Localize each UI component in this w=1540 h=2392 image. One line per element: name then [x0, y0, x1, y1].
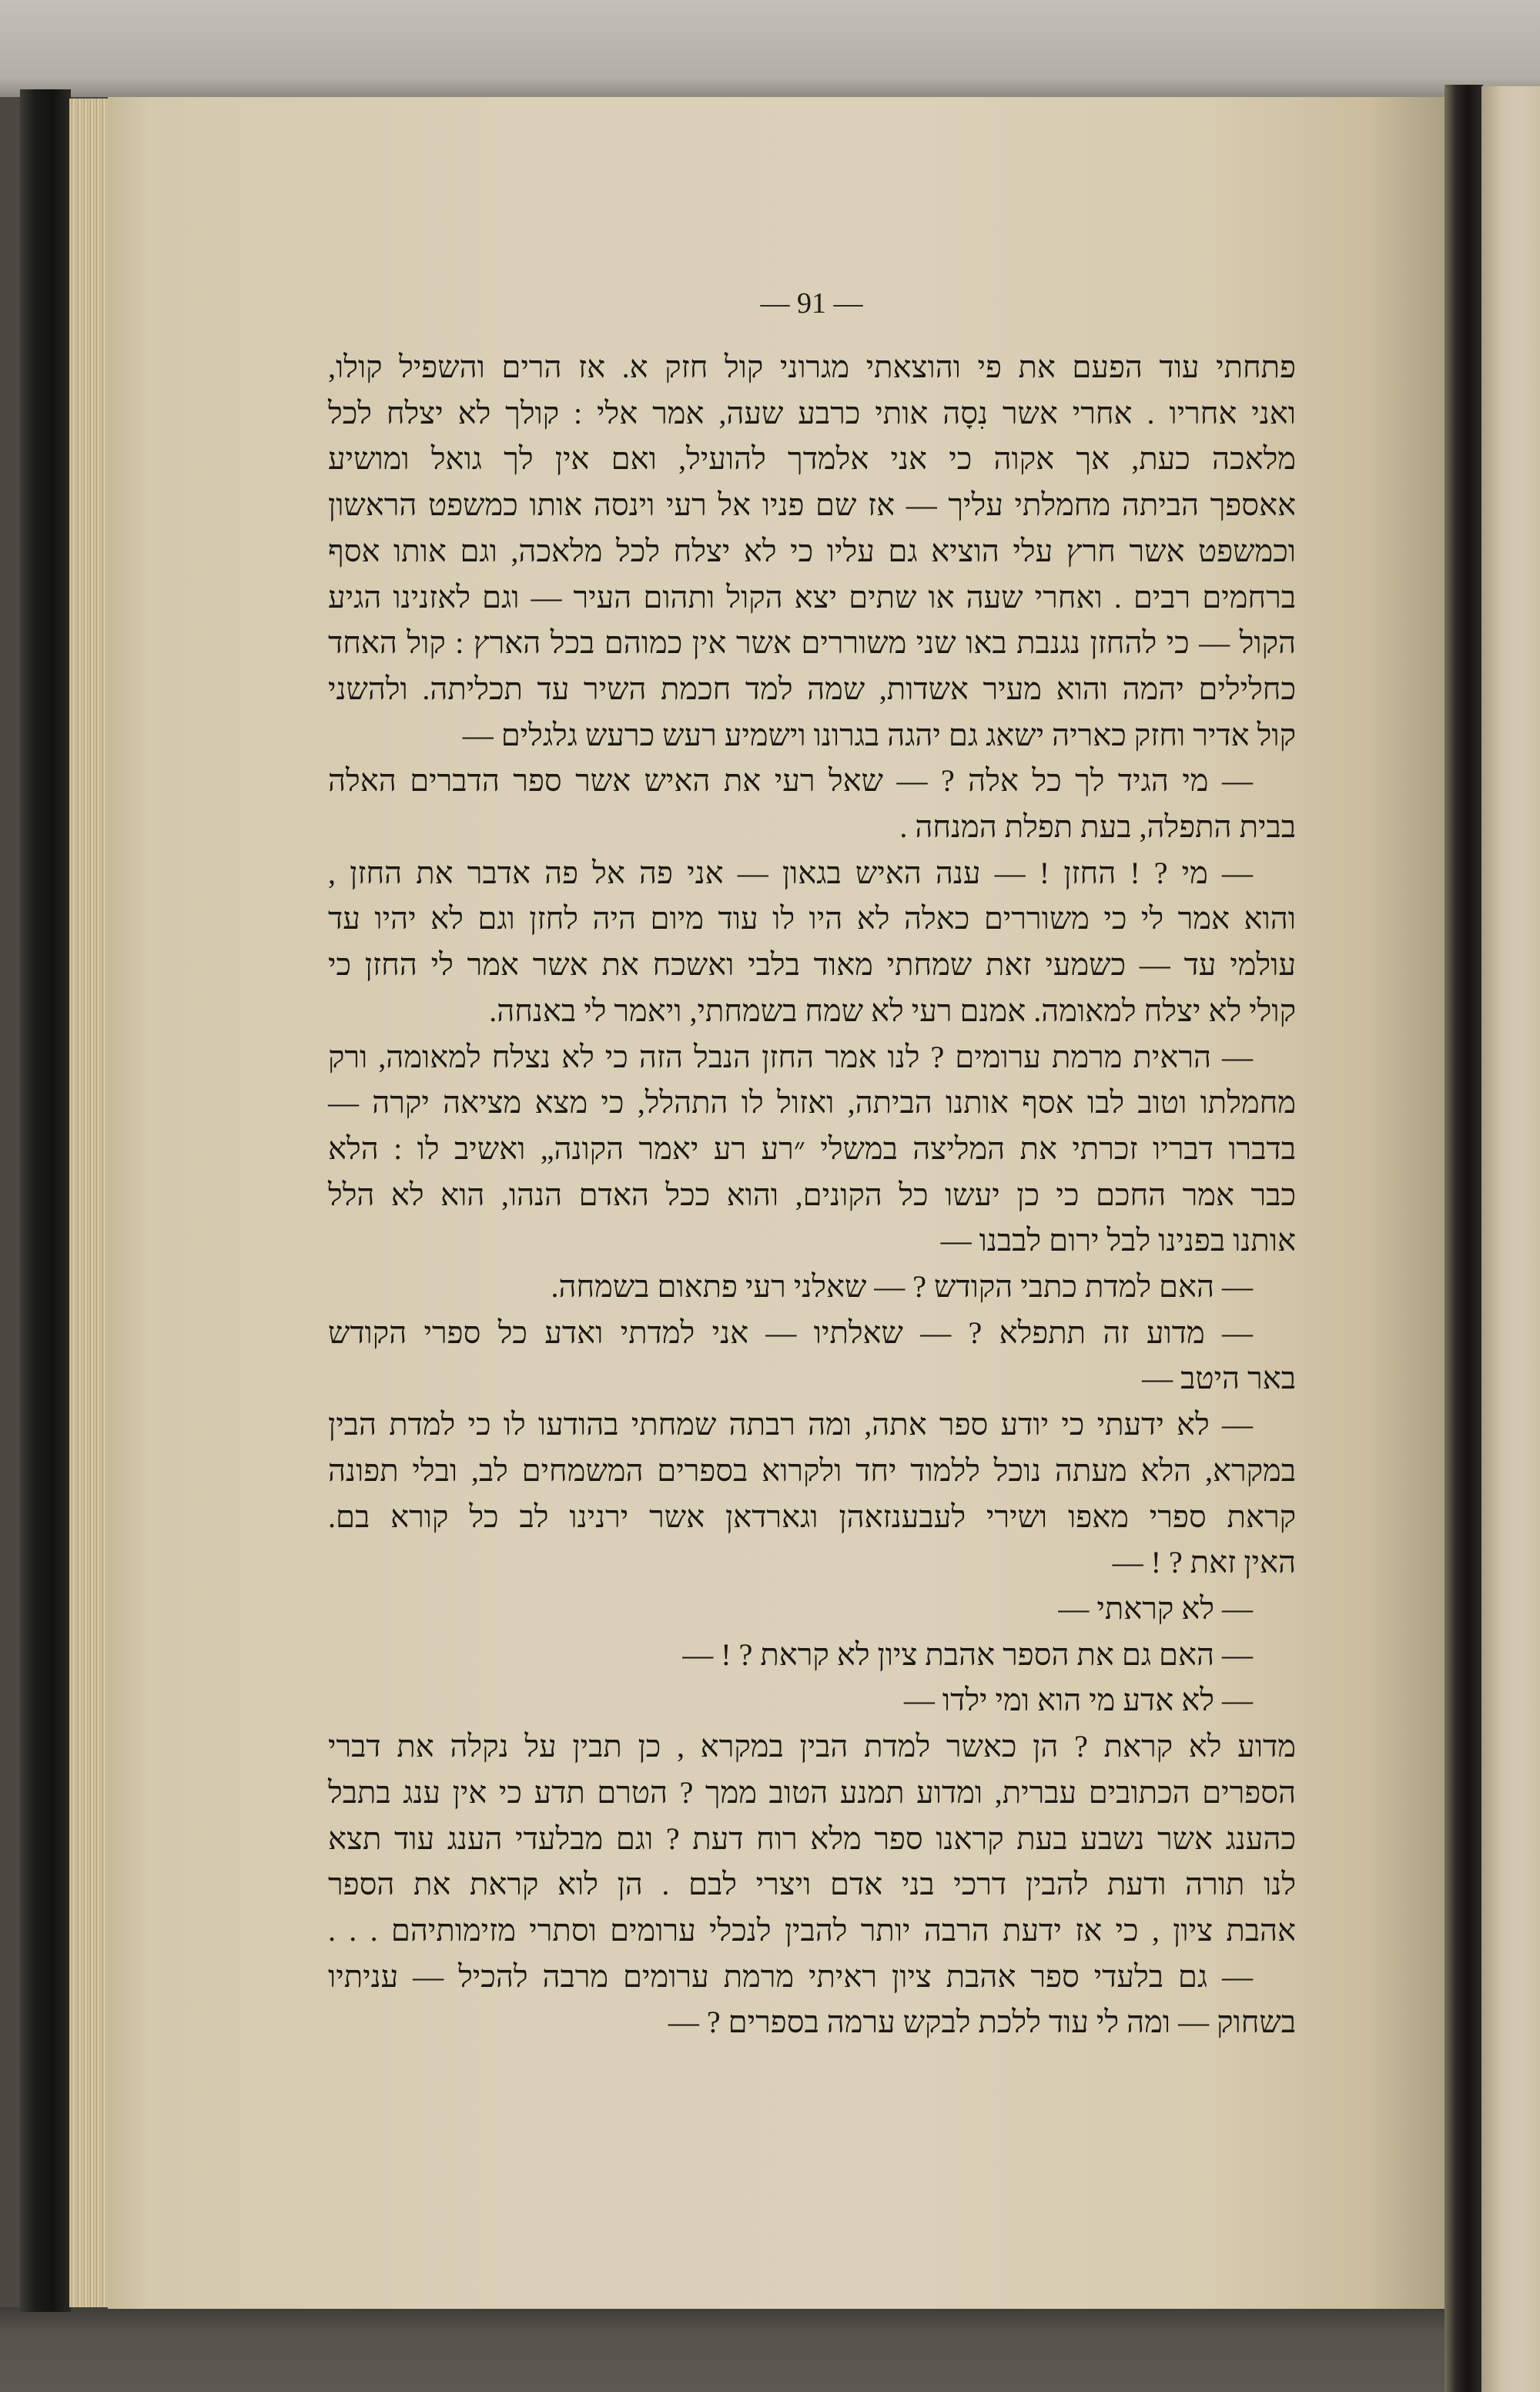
- text-line: קראת ספרי מאפו ושירי לעבענזאהן וגארדאן אשר ירנינו לב כל קורא בם.: [328, 1499, 1296, 1534]
- page-edges: [69, 99, 109, 2307]
- text-line: — לא קראתי —: [1058, 1590, 1253, 1626]
- text-line: באר היטב —: [1142, 1361, 1296, 1396]
- next-page-edge: [1481, 86, 1540, 2392]
- text-line: קול אדיר וחזק כאריה ישאג גם יהגה בגרונו וישמיע רעש כרעש גלגלים —: [462, 717, 1296, 752]
- page-number: — 91 —: [760, 287, 863, 320]
- text-line: ברחמים רבים . ואחרי שעה או שתים יצא הקול ותהום העיר — וגם לאזנינו הגיע: [328, 579, 1296, 615]
- text-line: לנו תורה ודעת להבין דרכי בני אדם ויצרי לבם . הן לוא קראת את הספר: [328, 1867, 1296, 1902]
- text-line: אאספך הביתה מחמלתי עליך — אז שם פניו אל רעי וינסה אותו כמשפט הראשון: [328, 487, 1296, 523]
- text-line: — האם למדת כתבי הקודש ? — שאלני רעי פתאום בשמחה.: [551, 1269, 1253, 1305]
- text-line: — הראית מרמת ערומים ? לנו אמר החזן הנבל הזה כי לא נצלח למאומה, ורק: [328, 1039, 1253, 1074]
- text-line: קולי לא יצלח למאומה. אמנם רעי לא שמח בשמחתי, ויאמר לי באנחה.: [489, 993, 1296, 1028]
- text-line: הקול — כי להחזן נגנבת באו שני משוררים אשר אין כמוהם בכל הארץ : קול האחד: [328, 625, 1296, 661]
- text-line: אותנו בפנינו לבל ירום לבבנו —: [940, 1223, 1296, 1258]
- text-line: — לא ידעתי כי יודע ספר אתה, ומה רבתה שמחתי בהודעו לו כי למדת הבין: [328, 1407, 1253, 1442]
- text-line: — לא אדע מי הוא ומי ילדו —: [903, 1683, 1253, 1718]
- text-line: — גם בלעדי ספר אהבת ציון ראיתי מרמת ערומים מרבה להכיל — עניתיו: [328, 1958, 1253, 1994]
- gutter-shadow: [1445, 85, 1483, 2392]
- text-line: והוא אמר לי כי משוררים כאלה לא היו לו עוד מיום היה לחזן וגם לא יהיו עד: [328, 901, 1296, 936]
- text-line: הספרים הכתובים עברית, ומדוע תמנע הטוב ממך ? הטרם תדע כי אין ענג בתבל: [328, 1774, 1296, 1810]
- text-line: וכמשפט אשר חרץ עלי הוציא גם עליו כי לא יצלח לכל מלאכה, וגם אותו אסף: [328, 533, 1296, 568]
- text-line: ואני אחריו . אחרי אשר נִסָה אותי כרבע שעה, אמר אלי : קולך לא יצלח לכל: [328, 395, 1296, 430]
- text-line: במקרא, הלא מעתה נוכל ללמוד יחד ולקרוא בספרים המשמחים לב, ובלי תפונה: [328, 1452, 1296, 1488]
- text-line: — מי ? ! החזן ! — ענה האיש בגאון — אני פה אל פה אדבר את החזן ,: [328, 855, 1253, 890]
- text-line: פתחתי עוד הפעם את פי והוצאתי מגרוני קול חזק א. אז הרים והשפיל קולו,: [328, 350, 1296, 384]
- text-line: האין זאת ? ! —: [1112, 1545, 1296, 1580]
- text-line: בשחוק — ומה לי עוד ללכת לבקש ערמה בספרים ? —: [668, 2005, 1296, 2040]
- scanner-background-top: [0, 0, 1540, 97]
- text-line: כבר אמר החכם כי כן יעשו כל הקונים, והוא ככל האדם הנהו, הוא לא הלל: [328, 1177, 1296, 1212]
- text-line: — מי הגיד לך כל אלה ? — שאל רעי את האיש אשר ספר הדברים האלה: [328, 763, 1253, 799]
- book-cover-edge: [20, 89, 71, 2312]
- text-line: מלאכה כעת, אך אקוה כי אני אלמדך להועיל, ואם אין לך גואל ומושיע: [328, 441, 1296, 477]
- text-line: כהענג אשר נשבע בעת קראנו ספר מלא רוח דעת ? וגם מבלעדי הענג עוד תצא: [328, 1821, 1296, 1856]
- text-line: מדוע לא קראת ? הן כאשר למדת הבין במקרא , כן תבין על נקלה את דברי: [328, 1729, 1296, 1764]
- text-line: עולמי עד — כשמעי זאת שמחתי מאוד בלבי ואשכח את אשר אמר לי החזן כי: [328, 947, 1296, 983]
- text-line: — האם גם את הספר אהבת ציון לא קראת ? ! —: [682, 1637, 1253, 1672]
- book-page: [108, 97, 1448, 2309]
- text-line: מחמלתו וטוב לבו אסף אותנו הביתה, ואזול לו התהלל, כי מצא מציאה יקרה —: [328, 1085, 1296, 1121]
- scanner-background-bottom: [0, 2307, 1448, 2392]
- text-line: — מדוע זה תתפלא ? — שאלתיו — אני למדתי ואדע כל ספרי הקודש: [328, 1315, 1253, 1350]
- text-line: אהבת ציון , כי אז ידעת הרבה יותר להבין לנכלי ערומים וסתרי מזימותיהם . . .: [328, 1912, 1296, 1948]
- text-line: בבית התפלה, בעת תפלת המנחה .: [899, 809, 1296, 845]
- text-line: כחלילים יהמה והוא מעיר אשדות, שמה למד חכמת השיר עד תכליתה. ולהשני: [328, 671, 1296, 706]
- text-line: בדברו דבריו זכרתי את המליצה במשלי ״רע רע יאמר הקונה„ ואשיב לו : הלא: [328, 1131, 1296, 1166]
- page-text: [328, 344, 1296, 2045]
